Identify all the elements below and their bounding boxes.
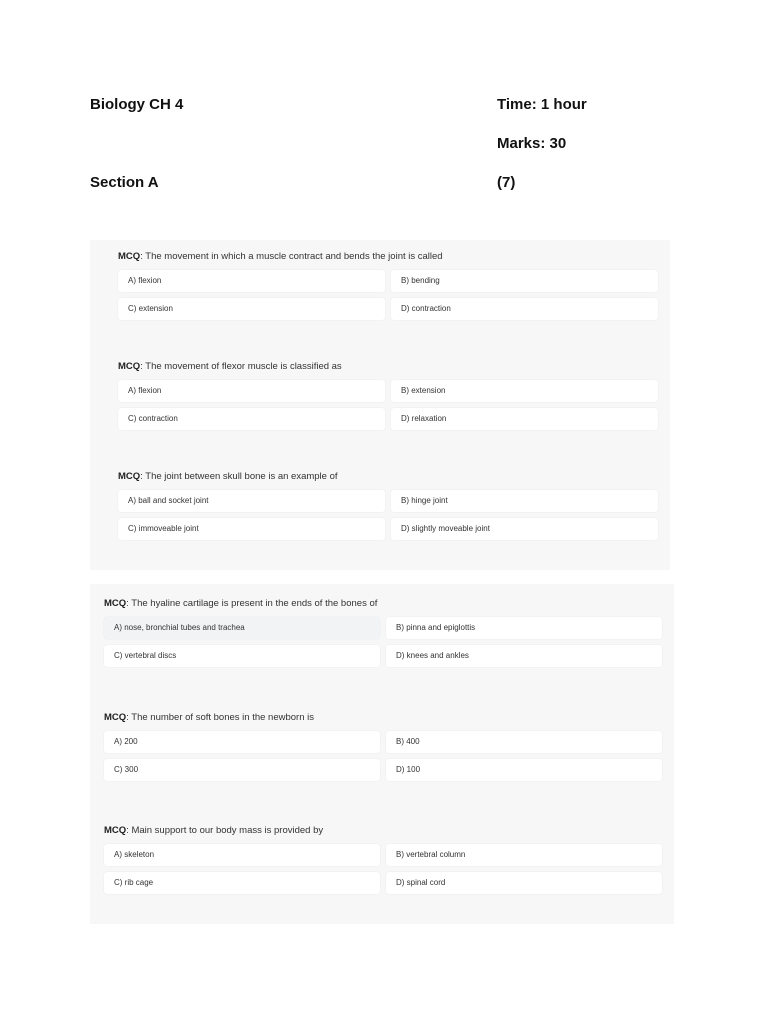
question-body: : The movement of flexor muscle is classified as	[140, 361, 342, 372]
question-block	[90, 361, 670, 430]
question-text	[118, 361, 658, 372]
option-b[interactable]: B) pinna and epiglottis	[386, 617, 662, 639]
section-marks: (7)	[497, 174, 516, 191]
option-d[interactable]: D) slightly moveable joint	[391, 518, 658, 540]
marks-label: Marks: 30	[497, 135, 567, 152]
mcq-prefix: MCQ	[118, 251, 141, 262]
option-a[interactable]: A) nose, bronchial tubes and trachea	[104, 617, 380, 639]
option-a[interactable]: A) flexion	[118, 380, 385, 402]
question-text	[104, 712, 662, 723]
option-c[interactable]: C) rib cage	[104, 872, 380, 894]
option-b[interactable]: B) bending	[391, 270, 658, 292]
mcq-prefix: MCQ	[104, 712, 127, 723]
section-label: Section A	[90, 174, 159, 191]
option-b[interactable]: B) 400	[386, 731, 662, 753]
option-d[interactable]: D) relaxation	[391, 408, 658, 430]
option-a[interactable]: A) flexion	[118, 270, 385, 292]
option-a[interactable]: A) skeleton	[104, 844, 380, 866]
option-d[interactable]: D) 100	[386, 759, 662, 781]
question-block	[90, 712, 674, 781]
mcq-panel-1	[90, 240, 670, 570]
question-body: : Main support to our body mass is provided by	[126, 825, 324, 836]
option-c[interactable]: C) vertebral discs	[104, 645, 380, 667]
option-c[interactable]: C) contraction	[118, 408, 385, 430]
mcq-prefix: MCQ	[104, 598, 127, 609]
question-block	[90, 598, 674, 667]
option-d[interactable]: D) knees and ankles	[386, 645, 662, 667]
question-text	[104, 825, 662, 836]
option-c[interactable]: C) extension	[118, 298, 385, 320]
option-c[interactable]: C) 300	[104, 759, 380, 781]
question-block	[90, 251, 670, 320]
question-body: : The joint between skull bone is an example of	[140, 471, 338, 482]
mcq-prefix: MCQ	[118, 361, 141, 372]
mcq-prefix: MCQ	[104, 825, 127, 836]
option-d[interactable]: D) contraction	[391, 298, 658, 320]
test-title: Biology CH 4	[90, 96, 184, 113]
question-body: : The number of soft bones in the newborn is	[126, 712, 314, 723]
mcq-prefix: MCQ	[118, 471, 141, 482]
question-block	[90, 471, 670, 540]
option-d[interactable]: D) spinal cord	[386, 872, 662, 894]
time-label: Time: 1 hour	[497, 96, 587, 113]
option-b[interactable]: B) vertebral column	[386, 844, 662, 866]
question-body: : The hyaline cartilage is present in the ends of the bones of	[126, 598, 378, 609]
option-a[interactable]: A) 200	[104, 731, 380, 753]
question-text	[118, 471, 658, 482]
option-b[interactable]: B) extension	[391, 380, 658, 402]
option-a[interactable]: A) ball and socket joint	[118, 490, 385, 512]
question-block	[90, 825, 674, 894]
question-text	[104, 598, 662, 609]
question-body: : The movement in which a muscle contract and bends the joint is called	[140, 251, 443, 262]
question-text	[118, 251, 658, 262]
option-c[interactable]: C) immoveable joint	[118, 518, 385, 540]
option-b[interactable]: B) hinge joint	[391, 490, 658, 512]
mcq-panel-2	[90, 584, 674, 924]
